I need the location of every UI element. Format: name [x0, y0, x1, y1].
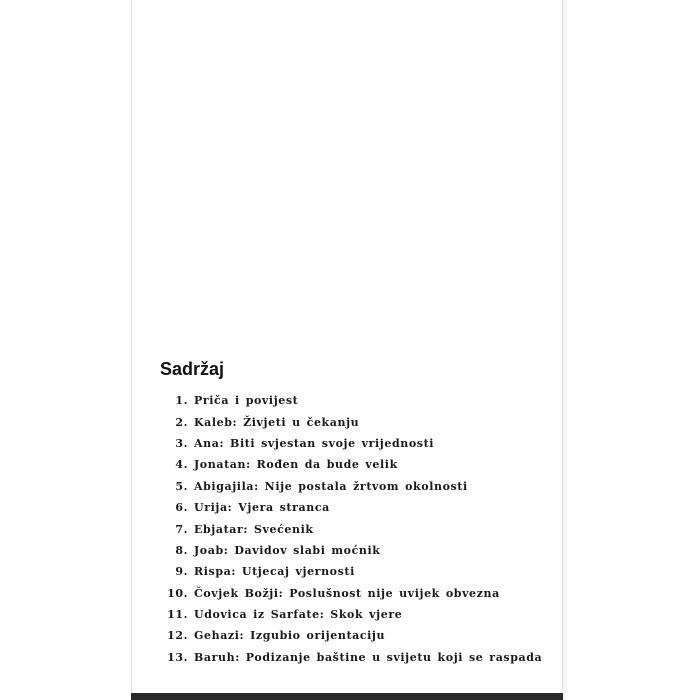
toc-item-text: Ana: Biti svjestan svoje vrijednosti: [194, 436, 435, 450]
toc-item-text: Priča i povijest: [194, 394, 299, 408]
toc-item-text: Baruh: Podizanje baštine u svijetu koji se raspada: [194, 650, 543, 664]
toc-item: [158, 476, 542, 497]
toc-item-text: Ebjatar: Svećenik: [194, 522, 314, 536]
toc-item-text: Jonatan: Rođen da bude velik: [194, 458, 398, 472]
toc-title: Sadržaj: [160, 359, 225, 379]
toc-list: [158, 390, 542, 668]
toc-item-number: 1.: [175, 394, 188, 408]
toc-item-number: 7.: [175, 522, 188, 536]
toc-item-number: 2.: [175, 415, 188, 429]
toc-item-number: 8.: [175, 543, 188, 557]
page-bottom-edge: [131, 693, 563, 700]
toc-item-number: 11.: [167, 608, 188, 622]
toc-item: [158, 390, 542, 411]
toc-item-number: 13.: [167, 650, 188, 664]
toc-item-text: Kaleb: Živjeti u čekanju: [194, 415, 360, 429]
toc-item-text: Udovica iz Sarfate: Skok vjere: [194, 608, 403, 622]
toc-item: [158, 647, 542, 668]
toc-item-text: Čovjek Božji: Poslušnost nije uvijek obvezna: [194, 586, 500, 600]
toc-item: [158, 540, 542, 561]
toc-item: [158, 411, 542, 432]
toc-item-number: 4.: [175, 458, 188, 472]
toc-item: [158, 454, 542, 475]
toc-item: [158, 433, 542, 454]
toc-item: [158, 518, 542, 539]
toc-item-text: Joab: Davidov slabi moćnik: [194, 543, 381, 557]
toc-item-text: Urija: Vjera stranca: [194, 501, 330, 515]
toc-item: [158, 497, 542, 518]
toc-item-number: 6.: [175, 501, 188, 515]
toc-item-number: 9.: [175, 565, 188, 579]
toc-item-number: 3.: [175, 436, 188, 450]
toc-item-text: Abigajila: Nije postala žrtvom okolnosti: [194, 479, 468, 493]
page-edge-shadow: [563, 0, 569, 700]
toc-item-text: Gehazi: Izgubio orijentaciju: [194, 629, 386, 643]
toc-item-text: Rispa: Utjecaj vjernosti: [194, 565, 355, 579]
toc-item: [158, 625, 542, 646]
toc-item: [158, 561, 542, 582]
toc-item-number: 12.: [167, 629, 188, 643]
toc-item: [158, 604, 542, 625]
toc-item: [158, 583, 542, 604]
toc-item-number: 10.: [167, 586, 188, 600]
toc-item-number: 5.: [175, 479, 188, 493]
